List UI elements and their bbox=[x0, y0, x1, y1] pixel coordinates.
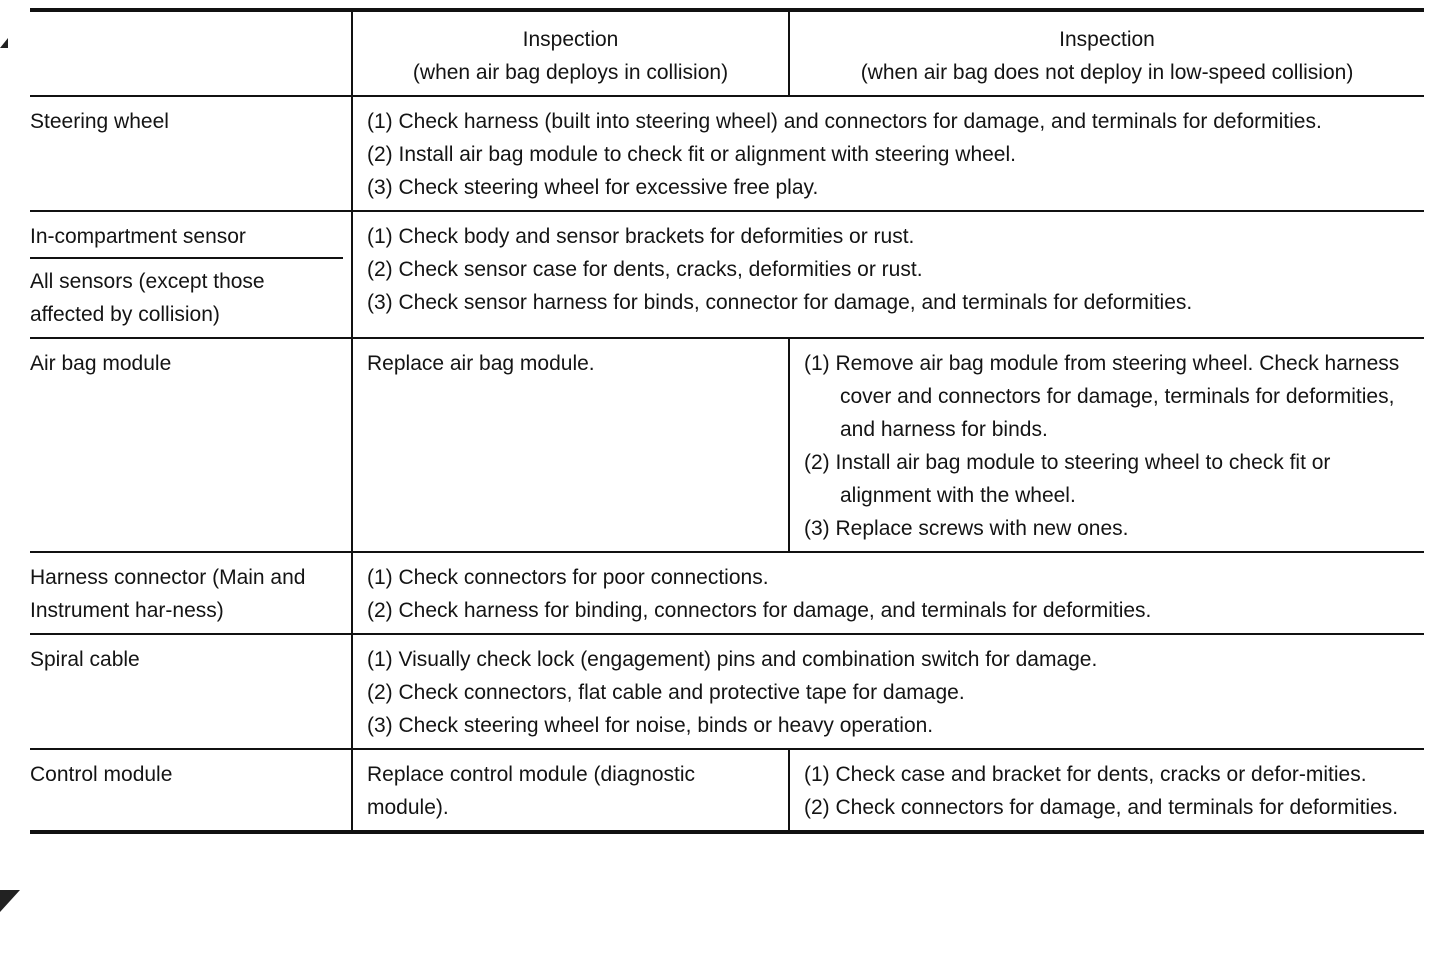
header-not-deploy-title: Inspection bbox=[1059, 28, 1155, 51]
header-not-deploy-subtitle: (when air bag does not deploy in low-speed collision) bbox=[860, 61, 1354, 84]
list-item: (2) Check sensor case for dents, cracks, deformities or rust. bbox=[367, 258, 923, 281]
air-bag-module-deploy: Replace air bag module. bbox=[352, 338, 789, 552]
table-row bbox=[30, 211, 1424, 338]
header-deploy bbox=[352, 10, 789, 96]
list-item: (3) Check sensor harness for binds, connector for damage, and terminals for deformities. bbox=[367, 291, 1193, 314]
header-component-cell bbox=[30, 10, 352, 96]
air-bag-inspection-table bbox=[30, 8, 1424, 834]
list-item: (1) Check body and sensor brackets for deformities or rust. bbox=[367, 225, 915, 248]
air-bag-module-not-deploy bbox=[789, 338, 1424, 552]
component-harness-connector: Harness connector (Main and Instrument har-ness) bbox=[30, 552, 352, 634]
list-item: (1) Check case and bracket for dents, cracks or defor-mities. bbox=[804, 763, 1367, 786]
spiral-cable-inspection bbox=[352, 634, 1424, 749]
list-item: (1) Check harness (built into steering wheel) and connectors for damage, and terminals for deformities. bbox=[367, 110, 1322, 133]
sensors-inspection bbox=[352, 211, 1424, 338]
header-row bbox=[30, 10, 1424, 96]
list-item: (2) Install air bag module to check fit or alignment with steering wheel. bbox=[367, 143, 1016, 166]
component-control-module: Control module bbox=[30, 749, 352, 832]
table-row bbox=[30, 634, 1424, 749]
component-sensors bbox=[30, 211, 352, 338]
list-item: (3) Check steering wheel for excessive free play. bbox=[367, 176, 819, 199]
list-item: (3) Check steering wheel for noise, binds or heavy operation. bbox=[367, 714, 934, 737]
component-air-bag-module: Air bag module bbox=[30, 338, 352, 552]
component-spiral-cable: Spiral cable bbox=[30, 634, 352, 749]
control-module-deploy: Replace control module (diagnostic module). bbox=[352, 749, 789, 832]
component-steering-wheel: Steering wheel bbox=[30, 96, 352, 211]
list-item: (1) Visually check lock (engagement) pins and combination switch for damage. bbox=[367, 648, 1098, 671]
header-deploy-title: Inspection bbox=[522, 28, 619, 51]
list-item: (1) Remove air bag module from steering wheel. Check harness cover and connectors for damage, terminals for deformities, and harness for binds. bbox=[804, 352, 1400, 441]
scan-edge-mark bbox=[0, 890, 20, 912]
list-item: (2) Install air bag module to steering wheel to check fit or alignment with the wheel. bbox=[804, 451, 1331, 507]
component-all-sensors: All sensors (except those affected by collision) bbox=[30, 257, 343, 331]
list-item: (1) Check connectors for poor connections. bbox=[367, 566, 769, 589]
header-deploy-subtitle: (when air bag deploys in collision) bbox=[412, 61, 729, 84]
table-row bbox=[30, 96, 1424, 211]
list-item: (3) Replace screws with new ones. bbox=[804, 517, 1129, 540]
table-row bbox=[30, 552, 1424, 634]
steering-wheel-inspection bbox=[352, 96, 1424, 211]
component-in-compartment-sensor: In-compartment sensor bbox=[30, 225, 246, 248]
control-module-not-deploy bbox=[789, 749, 1424, 832]
list-item: (2) Check harness for binding, connectors for damage, and terminals for deformities. bbox=[367, 599, 1152, 622]
list-item: (2) Check connectors for damage, and terminals for deformities. bbox=[804, 796, 1399, 819]
table-row bbox=[30, 338, 1424, 552]
list-item: (2) Check connectors, flat cable and protective tape for damage. bbox=[367, 681, 965, 704]
header-not-deploy bbox=[789, 10, 1424, 96]
table-row bbox=[30, 749, 1424, 832]
harness-connector-inspection bbox=[352, 552, 1424, 634]
scan-edge-mark bbox=[0, 38, 8, 48]
